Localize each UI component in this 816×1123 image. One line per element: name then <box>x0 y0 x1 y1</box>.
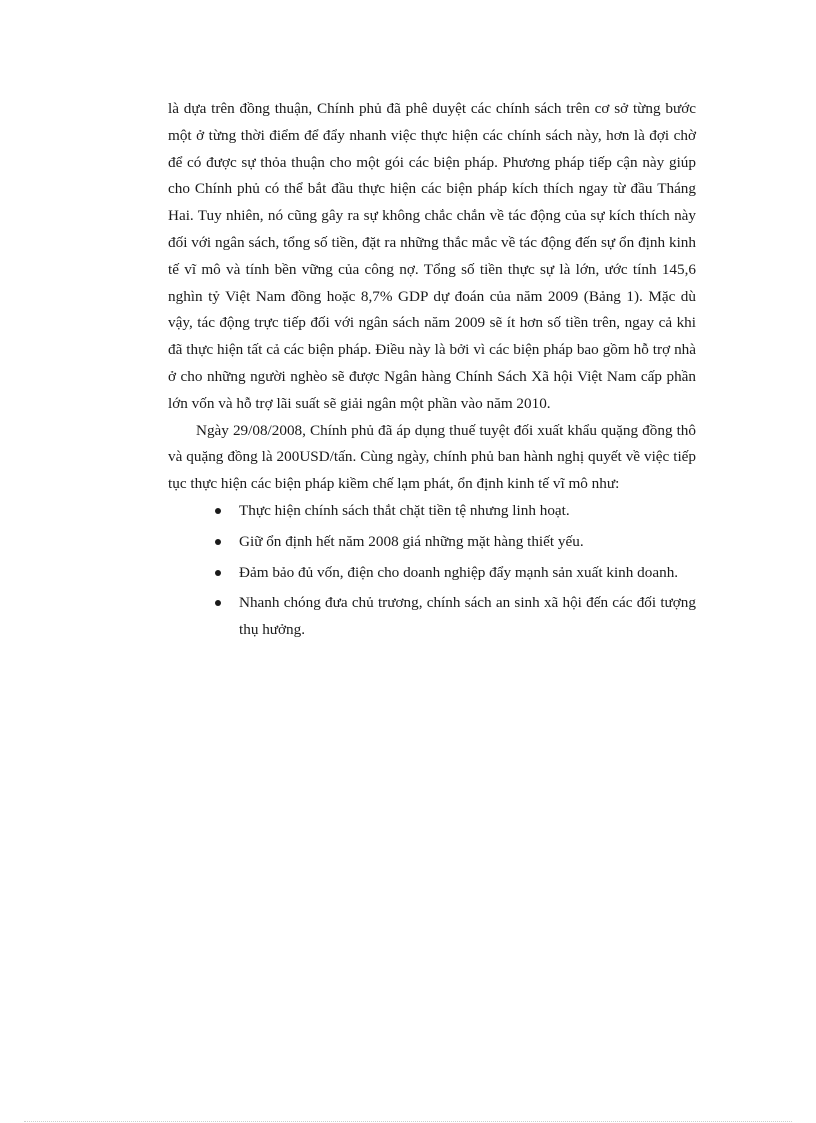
paragraph-export-tax: Ngày 29/08/2008, Chính phủ đã áp dụng thuế tuyệt đối xuất khẩu quặng đồng thô và quặng đồng là 200USD/tấn. Cùng ngày, chính phủ ban hành nghị quyết về việc tiếp tục thực hiện các biện pháp kiềm chế lạm phát, ổn định kinh tế vĩ mô như: <box>168 421 696 493</box>
list-item <box>239 560 696 587</box>
bullet-icon <box>215 508 221 514</box>
list-item-text: Nhanh chóng đưa chủ trương, chính sách an sinh xã hội đến các đối tượng thụ hưởng. <box>239 594 696 639</box>
page-bottom-divider <box>24 1121 792 1122</box>
paragraph-stimulus: là dựa trên đồng thuận, Chính phủ đã phê duyệt các chính sách trên cơ sở từng bước một ở từng thời điểm để đẩy nhanh việc thực hiện các chính sách này, hơn là đợi chờ để có được sự thỏa thuận cho một gói các biện pháp. Phương pháp tiếp cận này giúp cho Chính phủ có thể bắt đầu thực hiện các biện pháp kích thích ngay từ đầu Tháng Hai. Tuy nhiên, nó cũng gây ra sự không chắc chắn về tác động của sự kích thích này đối với ngân sách, tổng số tiền, đặt ra những thắc mắc về tác động đến sự ổn định kinh tế vĩ mô và tính bền vững của công nợ. Tổng số tiền thực sự là lớn, ước tính 145,6 nghìn tỷ Việt Nam đồng hoặc 8,7% GDP dự đoán của năm 2009 (Bảng 1). Mặc dù vậy, tác động trực tiếp đối với ngân sách năm 2009 sẽ ít hơn số tiền trên, ngay cả khi đã thực hiện tất cả các biện pháp. Điều này là bởi vì các biện pháp bao gồm hỗ trợ nhà ở cho những người nghèo sẽ được Ngân hàng Chính Sách Xã hội Việt Nam cấp phần lớn vốn và hỗ trợ lãi suất sẽ giải ngân một phần vào năm 2010. <box>168 100 696 412</box>
bullet-icon <box>215 570 221 576</box>
measures-list <box>168 498 696 644</box>
list-item-text: Giữ ổn định hết năm 2008 giá những mặt hàng thiết yếu. <box>239 532 584 550</box>
list-item-text: Đảm bảo đủ vốn, điện cho doanh nghiệp đẩy mạnh sản xuất kinh doanh. <box>239 563 679 581</box>
list-item <box>239 590 696 644</box>
bullet-icon <box>215 600 221 606</box>
list-item-text: Thực hiện chính sách thắt chặt tiền tệ nhưng linh hoạt. <box>239 501 570 519</box>
list-item <box>239 498 696 525</box>
body-text <box>168 96 696 648</box>
list-item <box>239 529 696 556</box>
bullet-icon <box>215 539 221 545</box>
